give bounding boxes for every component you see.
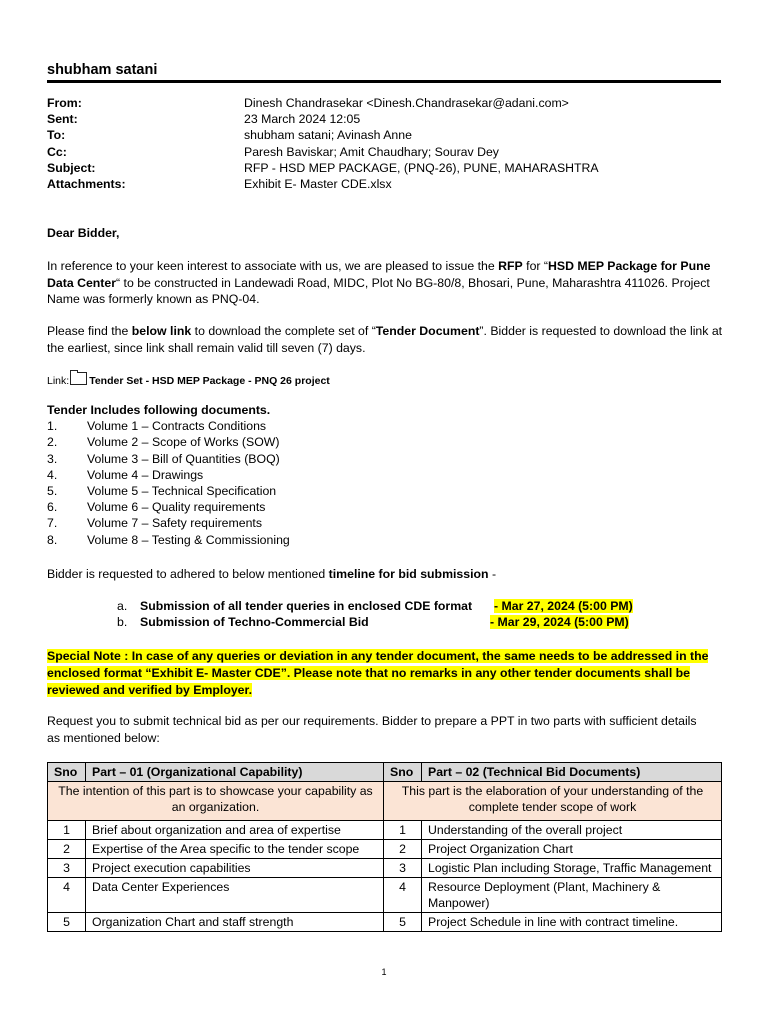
table-cell-sno: 4	[48, 878, 86, 913]
list-item-number: 8.	[47, 533, 58, 547]
part2-header: Part – 02 (Technical Bid Documents)	[422, 763, 722, 782]
intro-paragraph: In reference to your keen interest to associate with us, we are pleased to issue the RFP for “HSD MEP Package for Pune Data Center“ to be constructed in Landewadi Road, MIDC, Plot No BG-80/8, Bhosari, Pune, Maharashtra 411026. Project Name was formerly known as PNQ-04.	[47, 259, 711, 306]
table-cell: Project Schedule in line with contract timeline.	[422, 913, 722, 932]
greeting: Dear Bidder,	[47, 226, 120, 240]
table-cell: Resource Deployment (Plant, Machinery & Manpower)	[422, 878, 722, 913]
download-paragraph: Please find the below link to download the complete set of “Tender Document”. Bidder is requested to download the link at the earliest, since link shall remain valid till seven (7) days.	[47, 324, 723, 355]
to-label: To:	[47, 128, 66, 142]
list-item-number: 2.	[47, 435, 58, 449]
sent-label: Sent:	[47, 112, 78, 126]
table-cell-sno: 3	[48, 859, 86, 878]
timeline-letter: a.	[117, 599, 128, 613]
list-item: Volume 5 – Technical Specification	[87, 484, 277, 498]
part1-header: Part – 01 (Organizational Capability)	[86, 763, 384, 782]
table-cell-sno: 2	[384, 840, 422, 859]
request-paragraph: Request you to submit technical bid as per our requirements. Bidder to prepare a PPT in two parts with sufficient details as mentioned below:	[47, 714, 697, 745]
link-label: Link:	[47, 375, 70, 387]
table-row	[48, 913, 722, 932]
from-label: From:	[47, 96, 82, 110]
table-cell: Data Center Experiences	[86, 878, 384, 913]
tender-set-link[interactable]: Tender Set - HSD MEP Package - PNQ 26 project	[89, 375, 330, 387]
list-item: Volume 4 – Drawings	[87, 468, 204, 482]
list-item-number: 4.	[47, 468, 58, 482]
page-number: 1	[381, 967, 387, 977]
list-item: Volume 8 – Testing & Commissioning	[87, 533, 290, 547]
sender-name: shubham satani	[47, 62, 158, 78]
attachment-file[interactable]: Exhibit E- Master CDE.xlsx	[244, 177, 392, 191]
folder-icon	[70, 372, 87, 385]
table-cell: Organization Chart and staff strength	[86, 913, 384, 932]
from-value: Dinesh Chandrasekar <Dinesh.Chandrasekar@adani.com>	[244, 96, 569, 110]
part2-description: This part is the elaboration of your understanding of the complete tender scope of work	[384, 782, 722, 821]
table-cell-sno: 1	[48, 821, 86, 840]
table-cell-sno: 5	[384, 913, 422, 932]
list-item: Volume 2 – Scope of Works (SOW)	[87, 435, 280, 449]
bid-parts-table	[47, 762, 722, 932]
table-row	[48, 821, 722, 840]
subject-label: Subject:	[47, 161, 96, 175]
table-cell: Understanding of the overall project	[422, 821, 722, 840]
sent-value: 23 March 2024 12:05	[244, 112, 361, 126]
subject-value: RFP - HSD MEP PACKAGE, (PNQ-26), PUNE, MAHARASHTRA	[244, 161, 599, 175]
cc-value: Paresh Baviskar; Amit Chaudhary; Sourav Dey	[244, 145, 499, 159]
table-row	[48, 840, 722, 859]
list-item-number: 1.	[47, 419, 58, 433]
to-value: shubham satani; Avinash Anne	[244, 128, 412, 142]
table-header-row	[48, 763, 722, 782]
table-row	[48, 859, 722, 878]
table-cell-sno: 3	[384, 859, 422, 878]
table-description-row	[48, 782, 722, 821]
timeline-letter: b.	[117, 615, 128, 629]
timeline-item: Submission of Techno-Commercial Bid	[140, 615, 369, 629]
list-item: Volume 7 – Safety requirements	[87, 516, 262, 530]
table-cell-sno: 2	[48, 840, 86, 859]
special-note: Special Note : In case of any queries or deviation in any tender document, the same needs to be addressed in the enclosed format “Exhibit E- Master CDE”. Please note that no remarks in any other tender documents shall be reviewed and verified by Employer.	[47, 649, 709, 697]
table-cell-sno: 4	[384, 878, 422, 913]
list-item-number: 3.	[47, 452, 58, 466]
timeline-intro: Bidder is requested to adhered to below mentioned timeline for bid submission -	[47, 567, 497, 581]
table-cell: Project execution capabilities	[86, 859, 384, 878]
list-item-number: 5.	[47, 484, 58, 498]
list-item: Volume 3 – Bill of Quantities (BOQ)	[87, 452, 280, 466]
list-item: Volume 1 – Contracts Conditions	[87, 419, 267, 433]
table-cell-sno: 1	[384, 821, 422, 840]
table-cell-sno: 5	[48, 913, 86, 932]
table-cell: Expertise of the Area specific to the tender scope	[86, 840, 384, 859]
timeline-date: - Mar 29, 2024 (5:00 PM)	[490, 615, 629, 629]
attachments-label: Attachments:	[47, 177, 126, 191]
table-cell: Brief about organization and area of expertise	[86, 821, 384, 840]
table-cell: Project Organization Chart	[422, 840, 722, 859]
sno-header: Sno	[384, 763, 422, 782]
list-item-number: 7.	[47, 516, 58, 530]
part1-description: The intention of this part is to showcase your capability as an organization.	[48, 782, 384, 821]
table-cell: Logistic Plan including Storage, Traffic Management	[422, 859, 722, 878]
link-line	[47, 372, 330, 387]
list-item: Volume 6 – Quality requirements	[87, 500, 266, 514]
includes-heading: Tender Includes following documents.	[47, 403, 271, 417]
table-row	[48, 878, 722, 913]
header-divider	[47, 80, 721, 83]
timeline-item: Submission of all tender queries in enclosed CDE format	[140, 599, 473, 613]
timeline-date: - Mar 27, 2024 (5:00 PM)	[494, 599, 633, 613]
list-item-number: 6.	[47, 500, 58, 514]
cc-label: Cc:	[47, 145, 67, 159]
sno-header: Sno	[48, 763, 86, 782]
